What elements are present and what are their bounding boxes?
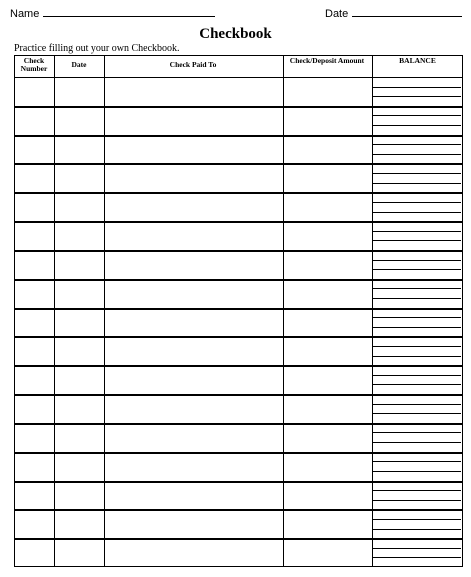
table-cell[interactable] [105,367,282,394]
table-cell[interactable] [284,338,371,365]
table-cell[interactable] [284,194,371,221]
balance-subline[interactable] [373,557,461,558]
balance-subline[interactable] [373,317,461,318]
balance-subline[interactable] [373,529,461,530]
date-blank-line[interactable] [352,7,462,17]
table-cell[interactable] [284,454,371,481]
page-title: Checkbook [199,26,272,42]
table-cell[interactable] [105,165,282,192]
table-cell[interactable] [105,223,282,250]
table-cell[interactable] [55,483,103,510]
balance-subline[interactable] [373,519,461,520]
table-cell[interactable] [284,252,371,279]
balance-subline[interactable] [373,87,461,88]
table-cell[interactable] [284,425,371,452]
table-cell[interactable] [105,310,282,337]
table-cell[interactable] [284,165,371,192]
table-cell[interactable] [55,79,103,106]
table-cell[interactable] [15,396,53,423]
table-cell[interactable] [284,79,371,106]
table-cell[interactable] [15,252,53,279]
table-cell[interactable] [15,511,53,538]
table-cell[interactable] [284,367,371,394]
balance-subline[interactable] [373,144,461,145]
col-header-balance: BALANCE [399,56,436,65]
balance-subline[interactable] [373,346,461,347]
table-cell[interactable] [284,540,371,567]
table-cell[interactable] [284,511,371,538]
balance-subline[interactable] [373,356,461,357]
table-cell[interactable] [284,223,371,250]
balance-subline[interactable] [373,240,461,241]
instructions-text: Practice filling out your own Checkbook. [14,43,180,54]
table-cell[interactable] [15,483,53,510]
balance-subline[interactable] [373,288,461,289]
balance-subline[interactable] [373,384,461,385]
table-cell[interactable] [55,540,103,567]
table-cell[interactable] [284,108,371,135]
table-cell[interactable] [105,194,282,221]
balance-subline[interactable] [373,500,461,501]
table-cell[interactable] [15,108,53,135]
name-row [10,7,215,20]
table-cell[interactable] [105,454,282,481]
balance-subline[interactable] [373,327,461,328]
table-cell[interactable] [55,252,103,279]
table-cell[interactable] [15,338,53,365]
col-header-check-paid-to: Check Paid To [169,60,217,69]
table-cell[interactable] [105,483,282,510]
table-cell[interactable] [105,252,282,279]
table-cell[interactable] [15,540,53,567]
table-cell[interactable] [55,396,103,423]
balance-subline[interactable] [373,231,461,232]
table-cell[interactable] [55,194,103,221]
table-cell[interactable] [284,396,371,423]
table-cell[interactable] [55,338,103,365]
table-cell[interactable] [105,425,282,452]
col-header-check-number: Check Number [20,56,48,73]
table-cell[interactable] [15,367,53,394]
table-cell[interactable] [55,511,103,538]
table-cell[interactable] [105,396,282,423]
balance-subline[interactable] [373,115,461,116]
date-row [325,7,462,20]
balance-subline[interactable] [373,471,461,472]
table-cell[interactable] [15,194,53,221]
table-cell[interactable] [15,310,53,337]
balance-subline[interactable] [373,96,461,97]
balance-subline[interactable] [373,375,461,376]
table-cell[interactable] [105,79,282,106]
col-header-amount: Check/Deposit Amount [289,56,365,65]
balance-subline[interactable] [373,202,461,203]
balance-subline[interactable] [373,442,461,443]
balance-subline[interactable] [373,413,461,414]
balance-subline[interactable] [373,125,461,126]
balance-subline[interactable] [373,269,461,270]
table-cell[interactable] [15,165,53,192]
table-cell[interactable] [105,511,282,538]
table-cell[interactable] [284,281,371,308]
table-cell[interactable] [15,223,53,250]
table-cell[interactable] [284,310,371,337]
balance-subline[interactable] [373,260,461,261]
table-cell[interactable] [15,425,53,452]
date-label: Date [325,8,349,20]
table-cell[interactable] [55,367,103,394]
col-header-date: Date [71,60,87,69]
table-cell[interactable] [105,108,282,135]
table-cell[interactable] [55,425,103,452]
name-blank-line[interactable] [43,7,215,17]
table-cell[interactable] [55,223,103,250]
table-cell[interactable] [105,540,282,567]
balance-subline[interactable] [373,432,461,433]
balance-subline[interactable] [373,548,461,549]
name-label: Name [10,8,40,20]
table-cell[interactable] [284,137,371,164]
header-divider [14,77,463,78]
table-cell[interactable] [15,79,53,106]
checkbook-table [14,55,463,567]
table-cell[interactable] [15,281,53,308]
table-cell[interactable] [55,165,103,192]
balance-subline[interactable] [373,183,461,184]
table-cell[interactable] [105,338,282,365]
balance-subline[interactable] [373,212,461,213]
balance-subline[interactable] [373,490,461,491]
table-cell[interactable] [55,281,103,308]
table-cell[interactable] [55,137,103,164]
table-cell[interactable] [55,310,103,337]
balance-subline[interactable] [373,404,461,405]
table-cell[interactable] [55,454,103,481]
table-cell[interactable] [55,108,103,135]
table-cell[interactable] [15,454,53,481]
table-cell[interactable] [105,137,282,164]
table-cell[interactable] [105,281,282,308]
table-cell[interactable] [284,483,371,510]
balance-subline[interactable] [373,298,461,299]
balance-subline[interactable] [373,154,461,155]
table-cell[interactable] [15,137,53,164]
balance-subline[interactable] [373,461,461,462]
balance-subline[interactable] [373,173,461,174]
